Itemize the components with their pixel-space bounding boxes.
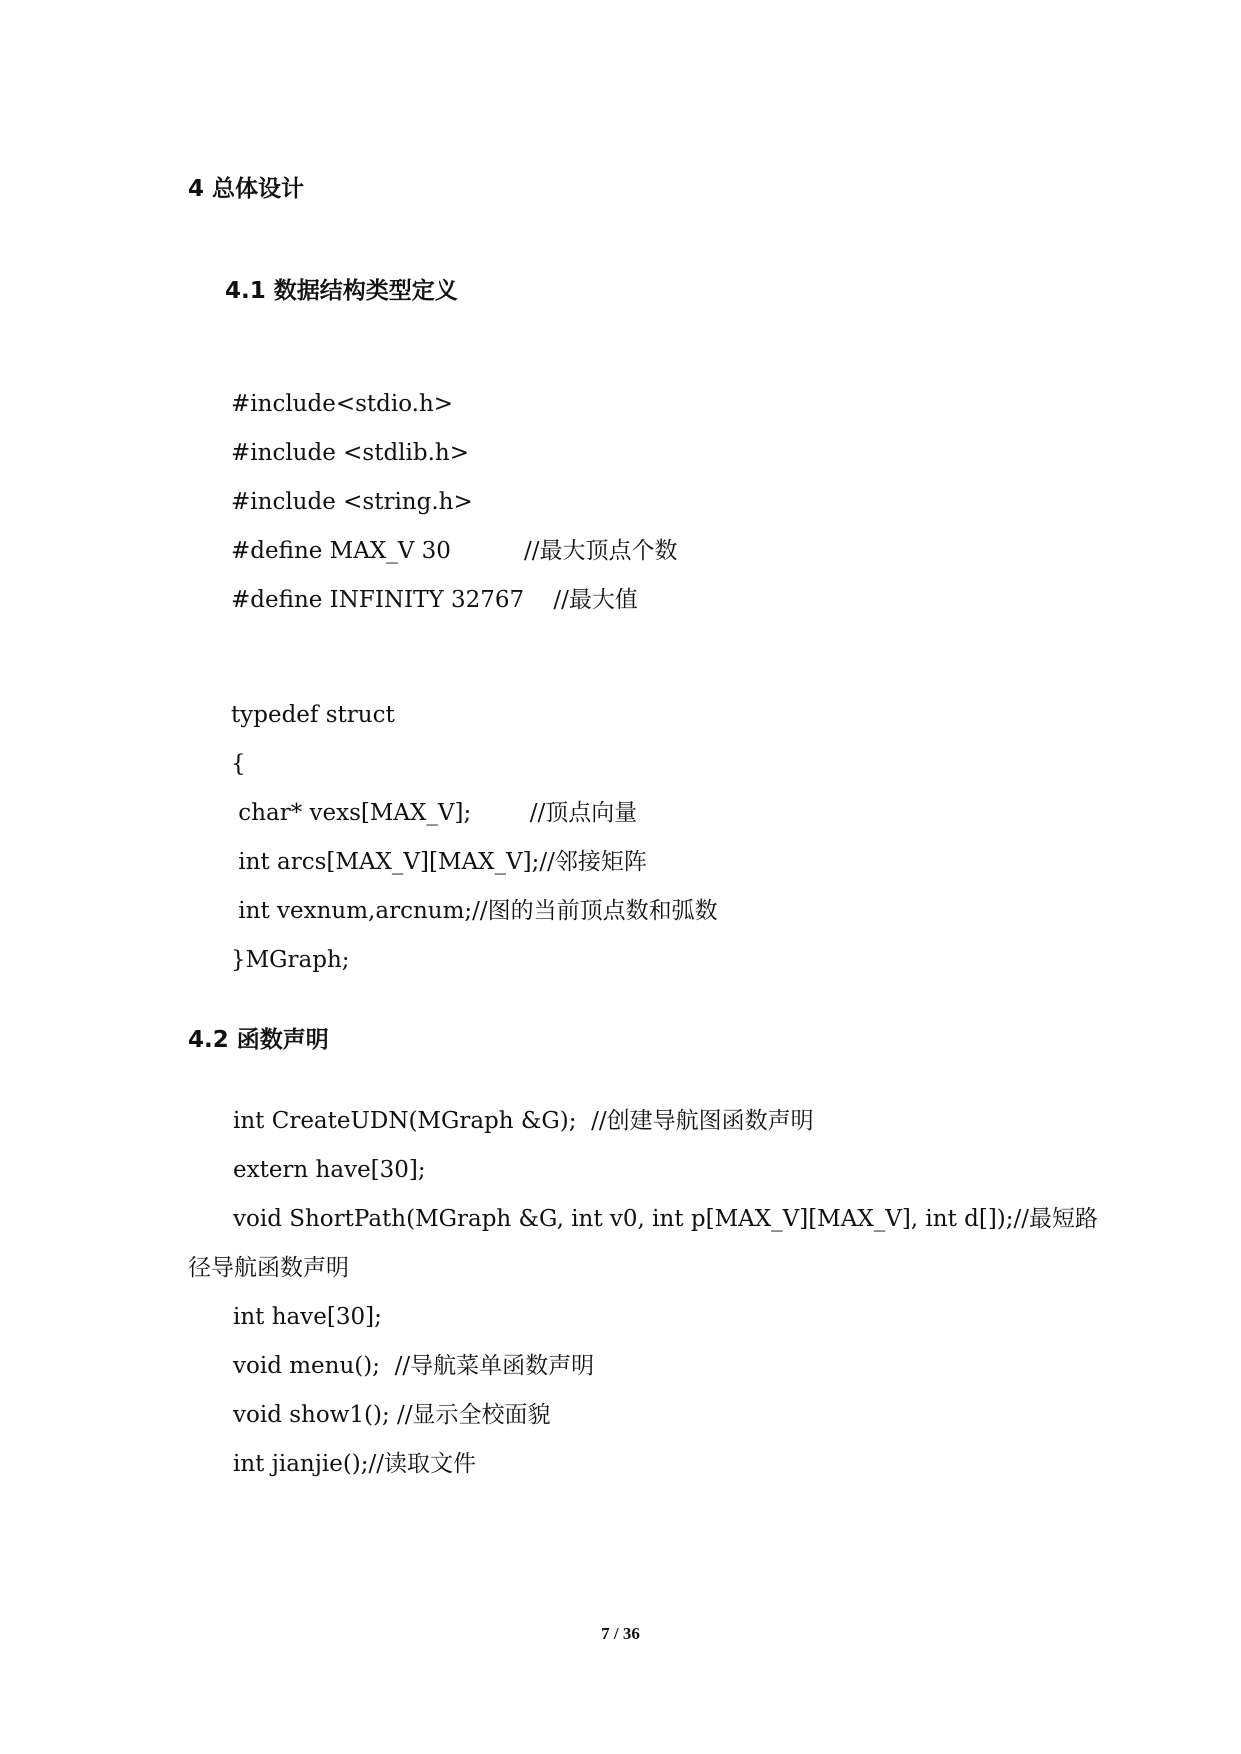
code-line: int have[30];	[233, 1304, 382, 1330]
code-line: {	[231, 751, 246, 777]
code-line: #include <string.h>	[231, 489, 473, 515]
code-line: void show1(); //显示全校面貌	[233, 1402, 551, 1428]
code-line: #define INFINITY 32767 //最大值	[231, 587, 638, 613]
code-line: #include <stdlib.h>	[231, 440, 470, 466]
subsection-title-function-declarations: 4.2 函数声明	[188, 1027, 329, 1053]
code-line: typedef struct	[231, 702, 395, 728]
page-number: 7 / 36	[601, 1624, 640, 1643]
code-line: extern have[30];	[233, 1157, 426, 1183]
code-line: int arcs[MAX_V][MAX_V];//邻接矩阵	[231, 849, 647, 875]
code-line-wrapped: 径导航函数声明	[188, 1255, 349, 1281]
code-line: int CreateUDN(MGraph &G); //创建导航图函数声明	[233, 1108, 814, 1134]
code-line: int jianjie();//读取文件	[233, 1451, 477, 1477]
subsection-title-data-structures: 4.1 数据结构类型定义	[225, 278, 458, 304]
section-title: 4 总体设计	[188, 176, 305, 202]
code-line: int vexnum,arcnum;//图的当前顶点数和弧数	[231, 898, 718, 924]
code-line: #define MAX_V 30 //最大顶点个数	[231, 538, 678, 564]
code-line: void menu(); //导航菜单函数声明	[233, 1353, 595, 1379]
code-line: char* vexs[MAX_V]; //顶点向量	[231, 800, 638, 826]
code-line: }MGraph;	[231, 947, 350, 973]
code-line: void ShortPath(MGraph &G, int v0, int p[MAX_V][MAX_V], int d[]);//最短路	[233, 1206, 1099, 1232]
code-line: #include<stdio.h>	[231, 391, 454, 417]
